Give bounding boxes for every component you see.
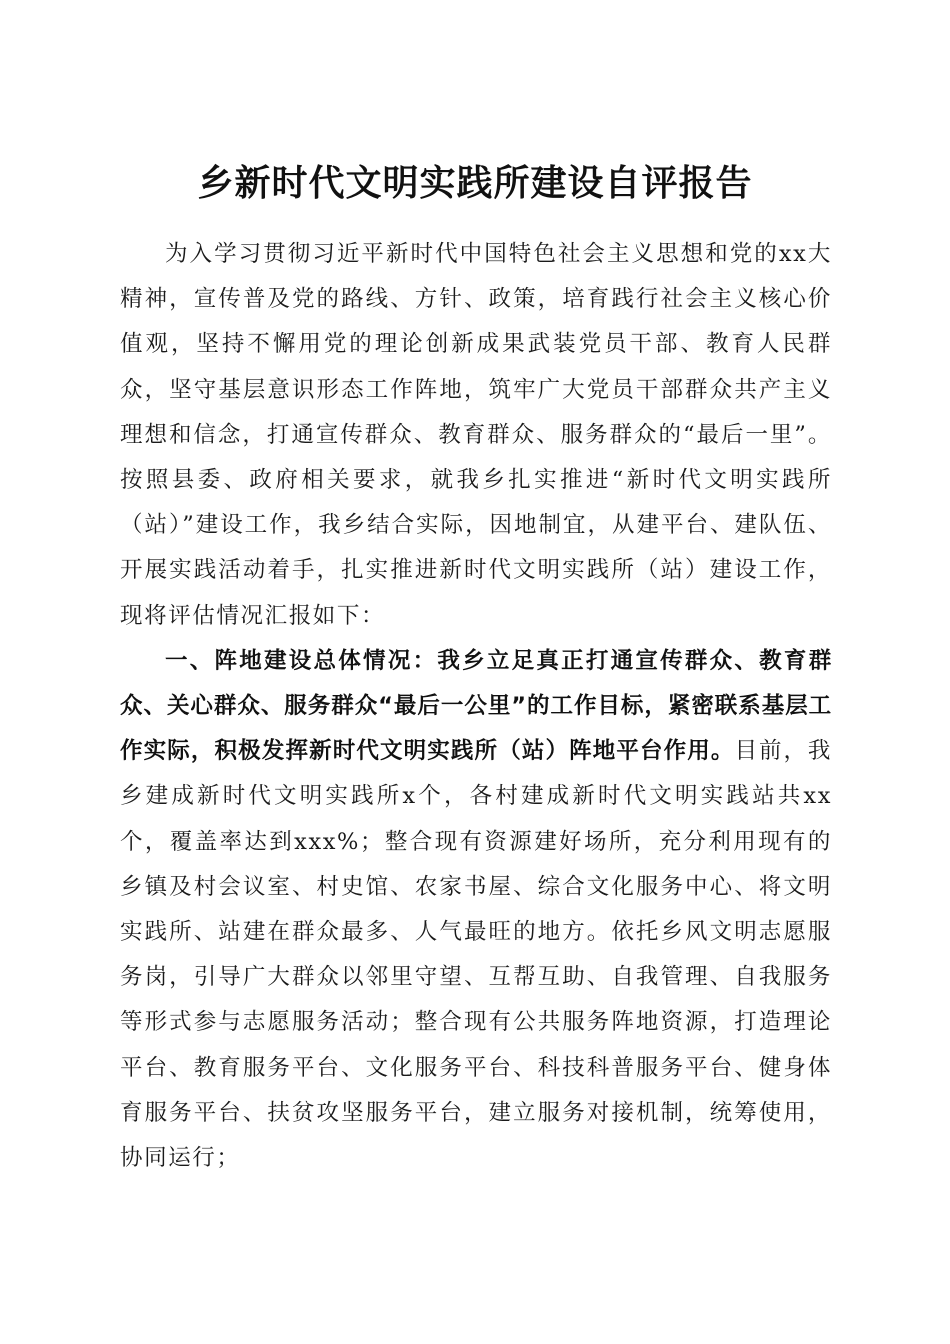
intro-paragraph: [120, 232, 832, 639]
section-one-heading: 一、阵地建设总体情况：我乡立足真正打通宣传群众、教育群众、关心群众、服务群众“最后一公里”的工作目标，紧密联系基层工作实际，积极发挥新时代文明实践所（站）阵地平台作用。: [120, 647, 832, 765]
section-one-text: 目前，我乡建成新时代文明实践所x个，各村建成新时代文明实践站共xx个，覆盖率达到xxx%；整合现有资源建好场所，充分利用现有的乡镇及村会议室、村史馆、农家书屋、综合文化服务中心、将文明实践所、站建在群众最多、人气最旺的地方。依托乡风文明志愿服务岗，引导广大群众以邻里守望、互帮互助、自我管理、自我服务等形式参与志愿服务活动；整合现有公共服务阵地资源，打造理论平台、教育服务平台、文化服务平台、科技科普服务平台、健身体育服务平台、扶贫攻坚服务平台，建立服务对接机制，统筹使用，协同运行；: [120, 738, 832, 1172]
section-one-paragraph: [120, 639, 832, 1181]
document-title: 乡新时代文明实践所建设自评报告: [197, 162, 753, 205]
document-body: [120, 232, 832, 1181]
intro-paragraph-text: 为入学习贯彻习近平新时代中国特色社会主义思想和党的xx大精神，宣传普及党的路线、方针、政策，培育践行社会主义核心价值观，坚持不懈用党的理论创新成果武装党员干部、教育人民群众，坚守基层意识形态工作阵地，筑牢广大党员干部群众共产主义理想和信念，打通宣传群众、教育群众、服务群众的“最后一里”。按照县委、政府相关要求，就我乡扎实推进“新时代文明实践所（站）”建设工作，我乡结合实际，因地制宜，从建平台、建队伍、开展实践活动着手，扎实推进新时代文明实践所（站）建设工作，现将评估情况汇报如下：: [120, 241, 832, 629]
